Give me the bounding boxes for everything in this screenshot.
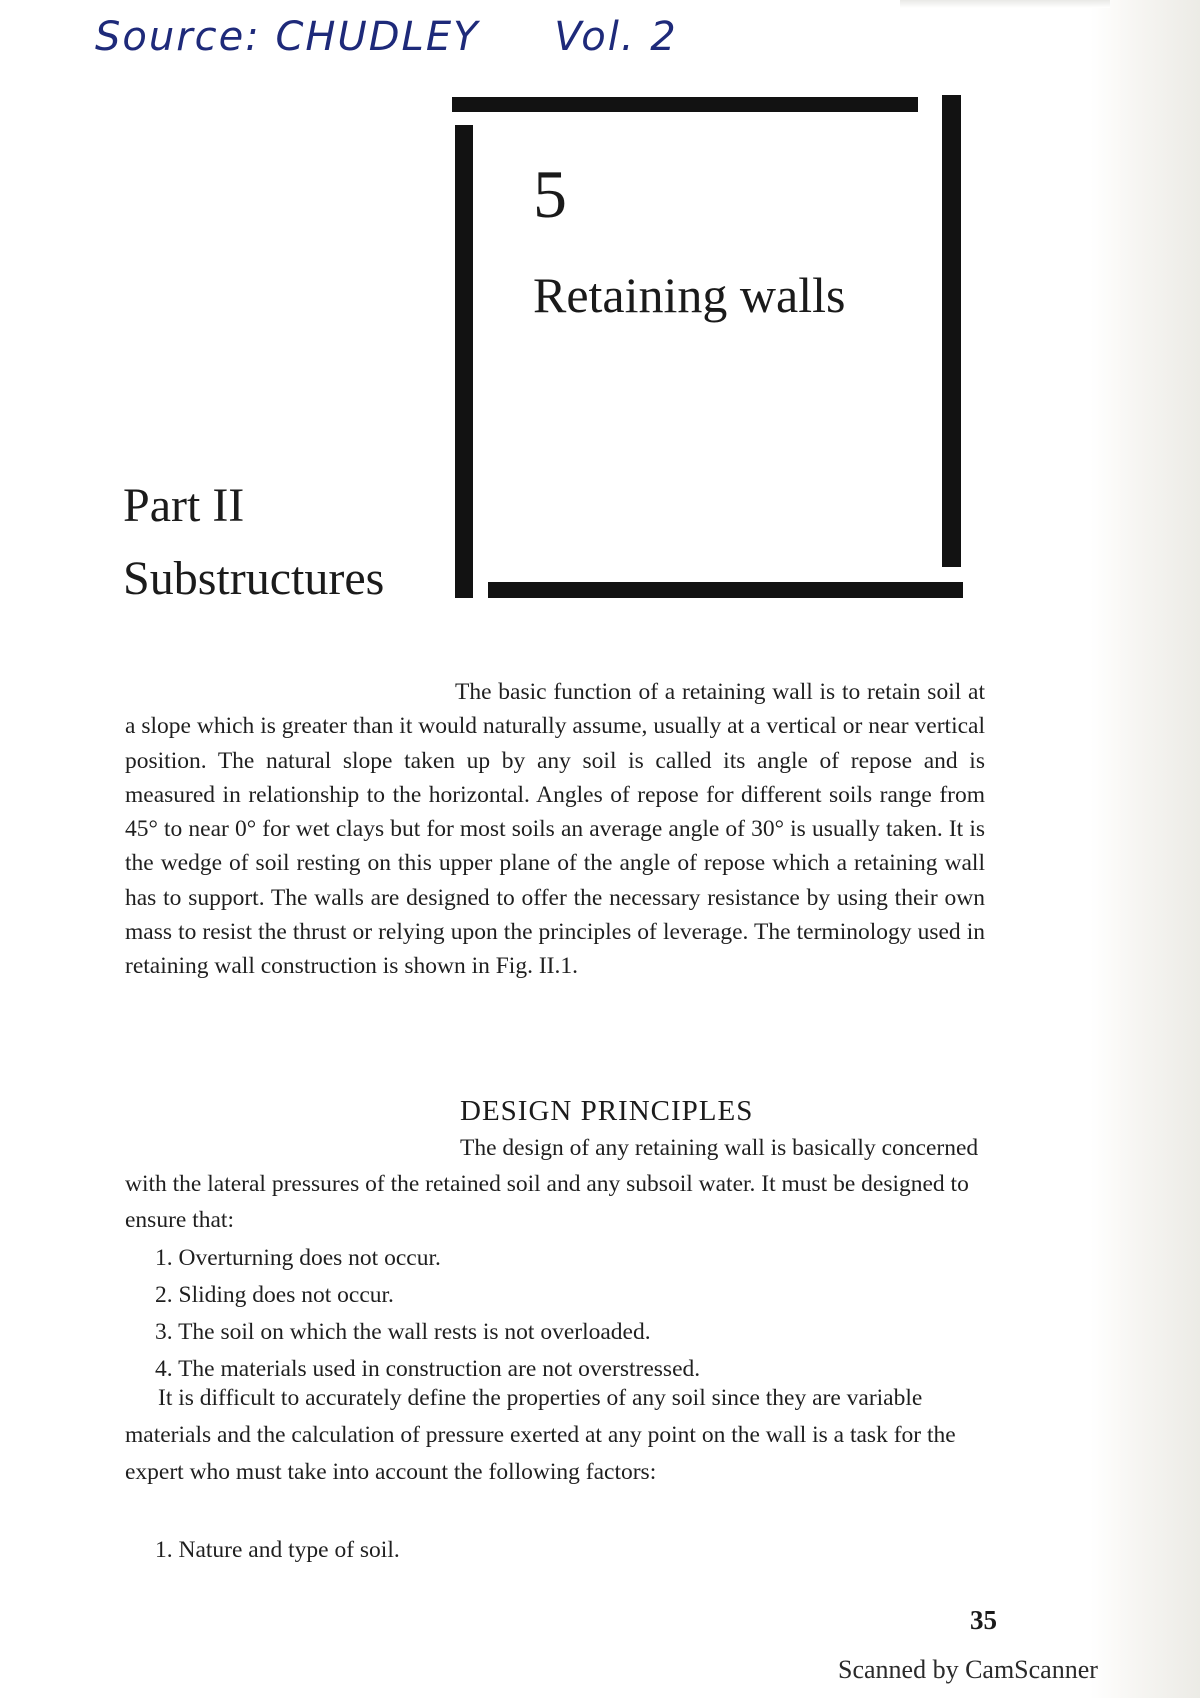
frame-right-bar <box>942 95 961 567</box>
part-label: Part II <box>123 479 245 532</box>
page-edge-top <box>900 0 1110 8</box>
page-edge-shadow <box>1090 0 1200 1698</box>
handwritten-annotation <box>95 14 678 60</box>
list-item: 1. Nature and type of soil. <box>155 1537 400 1563</box>
handwritten-source: Source: CHUDLEY <box>95 14 480 60</box>
intro-paragraph: The basic function of a retaining wall is to retain soil at a slope which is greater than it would naturally assume, usually at a vertical or near vertical position. The natural slope taken up by any soil is called its angle of repose and is measured in relationship to the horizontal. Angles of repose for different soils range from 45° to near 0° for wet clays but for most soils an average angle of 30° is usually taken. It is the wedge of soil resting on this upper plane of the angle of repose which a retaining wall has to support. The walls are designed to offer the necessary resistance by using their own mass to resist the thrust or relying upon the principles of leverage. The terminology used in retaining wall construction is shown in Fig. II.1. <box>125 679 985 980</box>
frame-left-bar <box>455 125 473 598</box>
frame-top-bar <box>452 97 918 112</box>
requirements-list <box>155 1240 700 1388</box>
scanner-watermark: Scanned by CamScanner <box>838 1655 1098 1684</box>
list-item: 2. Sliding does not occur. <box>155 1282 394 1308</box>
design-principles-intro: The design of any retaining wall is basically concerned with the lateral pressures of the retained soil and any subsoil water. It must be designed to ensure that: <box>125 1135 979 1233</box>
chapter-title: Retaining walls <box>533 267 846 323</box>
section-heading-design-principles: DESIGN PRINCIPLES <box>460 1095 754 1127</box>
page-number: 35 <box>970 1605 997 1635</box>
factors-list <box>155 1532 400 1569</box>
factors-intro-paragraph: It is difficult to accurately define the properties of any soil since they are variable materials and the calculation of pressure exerted at any point on the wall is a task for the expert who must take into account the following factors: <box>125 1385 956 1485</box>
chapter-number: 5 <box>533 156 567 232</box>
handwritten-volume: Vol. 2 <box>554 14 678 60</box>
list-item: 1. Overturning does not occur. <box>155 1245 441 1271</box>
frame-bottom-bar <box>488 582 963 598</box>
part-title: Substructures <box>123 552 385 605</box>
list-item: 3. The soil on which the wall rests is not overloaded. <box>155 1319 651 1345</box>
list-item: 4. The materials used in construction are not overstressed. <box>155 1356 701 1382</box>
